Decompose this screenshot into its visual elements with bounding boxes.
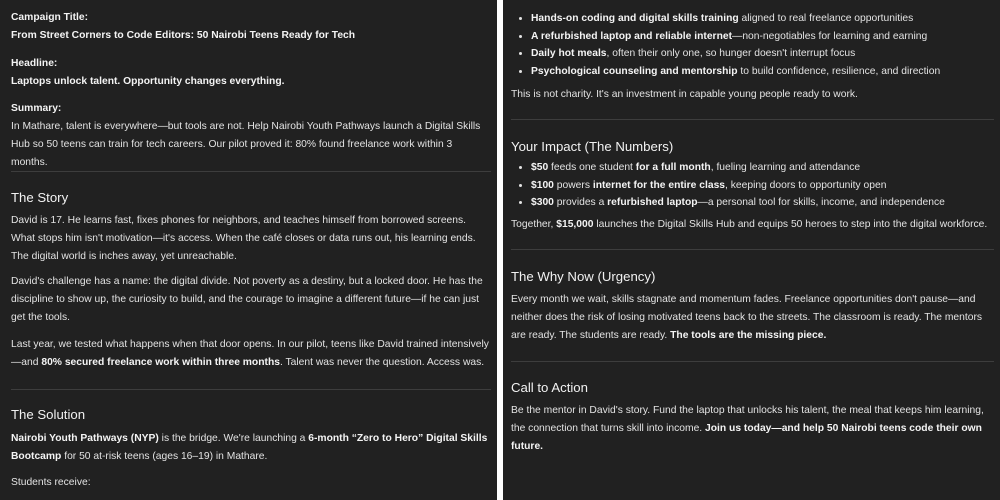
story-p3-text-a: Last year, we tested what happens when that door opens. In our pilot, teens like David trained intensively —and xyxy=(11,339,489,368)
item-text: aligned to real freelance opportunities xyxy=(738,13,914,24)
item-bold: A refurbished laptop and reliable internet xyxy=(531,30,733,42)
solution-paragraph xyxy=(11,430,491,466)
story-p2: David's challenge has a name: the digital divide. Not poverty as a destiny, but a locked door. He has the discipline to show up, the curiosity to build, and the courage to imagine a different future—if he can just get the tools. xyxy=(11,276,483,323)
list-item xyxy=(531,177,994,195)
list-item xyxy=(531,194,994,212)
list-item xyxy=(531,28,994,46)
cta-heading: Call to Action xyxy=(511,380,588,395)
item-bold: Psychological counseling and mentorship xyxy=(531,65,738,77)
summary-label: Summary: xyxy=(11,103,62,114)
story-paragraph-2 xyxy=(11,273,491,327)
item-bold: Hands-on coding and digital skills training xyxy=(531,13,739,24)
together-text xyxy=(511,216,994,234)
list-item xyxy=(531,63,994,81)
cta-bold: Join us today—and help 50 Nairobi teens code their own future. xyxy=(511,423,982,452)
summary-block xyxy=(11,100,491,172)
left-document-pane xyxy=(0,0,497,500)
cta-text-body: Be the mentor in David's story. Fund the laptop that unlocks his talent, the meal that keeps him learning, the connection that turns skill into income. xyxy=(511,405,984,434)
headline: Laptops unlock talent. Opportunity changes everything. xyxy=(11,76,285,87)
why-paragraph xyxy=(511,291,994,345)
cta-text xyxy=(511,402,994,456)
item-bold: internet for the entire class xyxy=(592,179,726,191)
why-text xyxy=(511,291,994,345)
item-amount: $50 xyxy=(531,162,549,173)
story-heading: The Story xyxy=(11,190,69,205)
item-amount: $300 xyxy=(531,197,554,208)
campaign-title-block xyxy=(11,9,491,45)
impact-section xyxy=(511,138,994,156)
story-section xyxy=(11,189,491,207)
why-section xyxy=(511,268,994,286)
solution-bold-bootcamp: 6-month “Zero to Hero” Digital Skills Bootcamp xyxy=(11,433,488,462)
impact-list-block xyxy=(511,159,994,212)
students-receive: Students receive: xyxy=(11,477,91,488)
divider xyxy=(11,171,491,172)
solution-section xyxy=(11,406,491,424)
campaign-title-label: Campaign Title: xyxy=(11,12,89,23)
item-text: , keeping doors to opportunity open xyxy=(725,179,887,191)
story-paragraph-1 xyxy=(11,212,491,266)
campaign-title: From Street Corners to Code Editors: 50 Nairobi Teens Ready for Tech xyxy=(11,30,356,41)
item-text: provides a xyxy=(553,197,608,208)
summary-text: In Mathare, talent is everywhere—but tools are not. Help Nairobi Youth Pathways launch a Digital Skills Hub so 50 teens can train for tech careers. Our pilot proved it: 80% found freelance work within 3 months. xyxy=(11,121,481,168)
item-text: —a personal tool for skills, income, and independence xyxy=(697,197,945,208)
why-text-body: Every month we wait, skills stagnate and momentum fades. Freelance opportunities don't pause—and neither does the risk of losing motivated teens back to the streets. The classroom is ready. The mentors are ready. The students are ready. xyxy=(511,294,983,341)
list-item xyxy=(531,10,994,28)
together-text-b: launches the Digital Skills Hub and equips 50 heroes to step into the digital workforce. xyxy=(593,219,988,230)
together-line xyxy=(511,216,994,234)
item-text: feeds one student xyxy=(548,162,636,173)
story-paragraph-3 xyxy=(11,336,491,372)
together-text-a: Together, xyxy=(511,219,557,230)
solution-bold-nyp: Nairobi Youth Pathways (NYP) xyxy=(11,433,159,444)
impact-heading: Your Impact (The Numbers) xyxy=(511,139,674,154)
solution-text-1: is the bridge. We're launching a xyxy=(158,433,309,444)
receive-list-block xyxy=(511,10,994,80)
item-text: , fueling learning and attendance xyxy=(710,162,861,173)
receive-list xyxy=(511,10,994,80)
divider xyxy=(511,249,994,250)
cta-section xyxy=(511,379,994,397)
not-charity: This is not charity. It's an investment in capable young people ready to work. xyxy=(511,89,858,100)
students-receive-line xyxy=(11,474,491,492)
together-amount: $15,000 xyxy=(556,219,594,230)
divider xyxy=(511,361,994,362)
cta-paragraph xyxy=(511,402,994,456)
solution-text-2: for 50 at-risk teens (ages 16–19) in Mathare. xyxy=(61,451,268,462)
solution-heading: The Solution xyxy=(11,407,86,422)
solution-text xyxy=(11,430,491,466)
story-p3 xyxy=(11,336,491,372)
why-heading: The Why Now (Urgency) xyxy=(511,269,656,284)
item-bold: Daily hot meals xyxy=(531,48,607,59)
divider xyxy=(511,119,994,120)
item-text: —non-negotiables for learning and earning xyxy=(732,30,928,42)
story-p3-text-b: . Talent was never the question. Access was. xyxy=(279,357,485,368)
story-p3-bold: 80% secured freelance work within three months xyxy=(41,357,280,368)
item-bold: refurbished laptop xyxy=(607,197,698,208)
item-text: , often their only one, so hunger doesn't interrupt focus xyxy=(606,48,856,59)
why-bold: The tools are the missing piece. xyxy=(670,330,827,341)
item-bold: for a full month xyxy=(635,162,711,173)
not-charity-line xyxy=(511,86,994,104)
divider xyxy=(11,389,491,390)
right-document-pane xyxy=(503,0,1000,500)
item-amount: $100 xyxy=(531,179,554,191)
item-text: to build confidence, resilience, and direction xyxy=(737,65,941,77)
story-p1: David is 17. He learns fast, fixes phones for neighbors, and teaches himself from borrowed screens. What stops him isn't motivation—it's access. When the café closes or data runs out, his learning ends. The digital world is inches away, yet unreachable. xyxy=(11,215,476,262)
headline-block xyxy=(11,55,491,91)
item-text: powers xyxy=(553,179,593,191)
list-item xyxy=(531,159,994,177)
impact-list xyxy=(511,159,994,212)
headline-label: Headline: xyxy=(11,58,58,69)
list-item xyxy=(531,45,994,63)
